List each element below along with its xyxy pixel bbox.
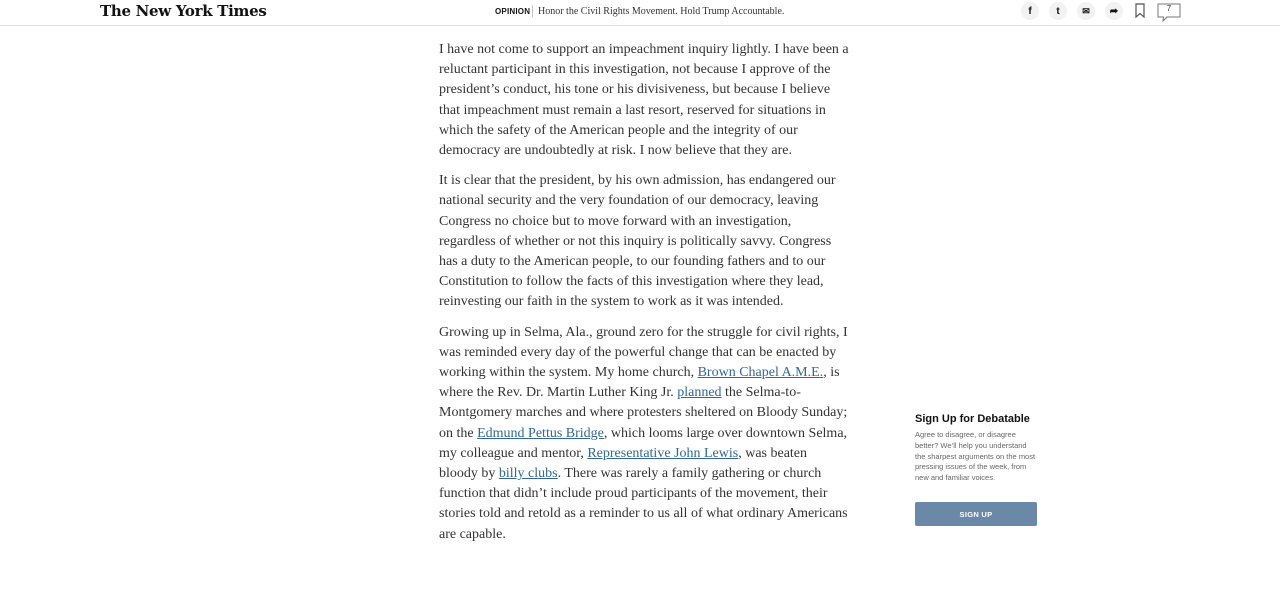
top-bar [0, 0, 1280, 26]
paragraph-text: Growing up in Selma, Ala., ground zero for the struggle for civil rights, I was reminded every day of the powerful change that can be enacted by working within the system. My home church, [439, 324, 848, 381]
link-john-lewis[interactable]: Representative John Lewis [587, 445, 739, 461]
paragraph-text: the Selma-to-Montgomery marches and where protesters sheltered on Bloody Sunday; on the [439, 385, 848, 441]
twitter-share-button[interactable] [1049, 2, 1067, 20]
comments-button[interactable] [1157, 3, 1181, 22]
facebook-share-button[interactable] [1021, 2, 1039, 20]
nyt-logo[interactable]: The New York Times [100, 2, 267, 20]
sign-up-button[interactable]: SIGN UP [915, 502, 1037, 526]
article-paragraph [439, 323, 849, 545]
more-share-button[interactable] [1105, 2, 1123, 20]
article-paragraph: I have not come to support an impeachment inquiry lightly. I have been a reluctant participant in this investigation, not because I approve of the president’s conduct, his tone or his divisiveness, but because I believe that impeachment must remain a last resort, reserved for situations in which the safety of the American people and the integrity of our democracy are undoubtedly at risk. I now believe that they are. [439, 42, 849, 159]
header-headline: Honor the Civil Rights Movement. Hold Trump Accountable. [538, 6, 785, 17]
promo-title: Sign Up for Debatable [915, 413, 1030, 425]
paragraph-text: , which looms large over downtown Selma, my colleague and mentor, [439, 425, 848, 461]
link-planned[interactable]: planned [677, 385, 722, 401]
link-brown-chapel[interactable]: Brown Chapel A.M.E. [697, 365, 824, 381]
promo-description: Agree to disagree, or disagree better? We’ll help you understand the sharpest arguments on the most pressing issues of the week, from new and familiar voices. [915, 430, 1036, 483]
email-share-button[interactable] [1077, 2, 1095, 20]
link-edmund-pettus-bridge[interactable]: Edmund Pettus Bridge [477, 425, 604, 441]
divider [532, 5, 533, 17]
facebook-icon: f [1028, 5, 1032, 17]
article-body [439, 40, 849, 555]
section-label[interactable]: OPINION [495, 7, 531, 16]
paragraph-text: , was beaten bloody by [439, 445, 808, 482]
paragraph-text: . There was rarely a family gathering or church function that didn’t include proud participants of the movement, their stories told and retold as a reminder to us all of what ordinary Americans are capable. [439, 466, 848, 542]
bookmark-button[interactable] [1135, 3, 1145, 18]
share-arrow-icon: ➦ [1109, 5, 1119, 17]
bookmark-icon [1135, 3, 1145, 18]
link-billy-clubs[interactable]: billy clubs [498, 466, 558, 482]
twitter-icon: t [1056, 5, 1060, 17]
article-paragraph: It is clear that the president, by his own admission, has endangered our national security and the very foundation of our democracy, leaving Congress no choice but to move forward with an investigation, regardless of whether or not this inquiry is politically savvy. Congress has a duty to the American people, to our founding fathers and to our Constitution to follow the facts of this investigation where they lead, reinvesting our faith in the system to work as it was intended. [439, 173, 836, 310]
paragraph-text: , is where the Rev. Dr. Martin Luther King Jr. [439, 365, 840, 401]
email-icon: ✉ [1082, 5, 1090, 16]
newsletter-promo [915, 413, 1037, 519]
comment-count: 7 [1166, 4, 1172, 13]
